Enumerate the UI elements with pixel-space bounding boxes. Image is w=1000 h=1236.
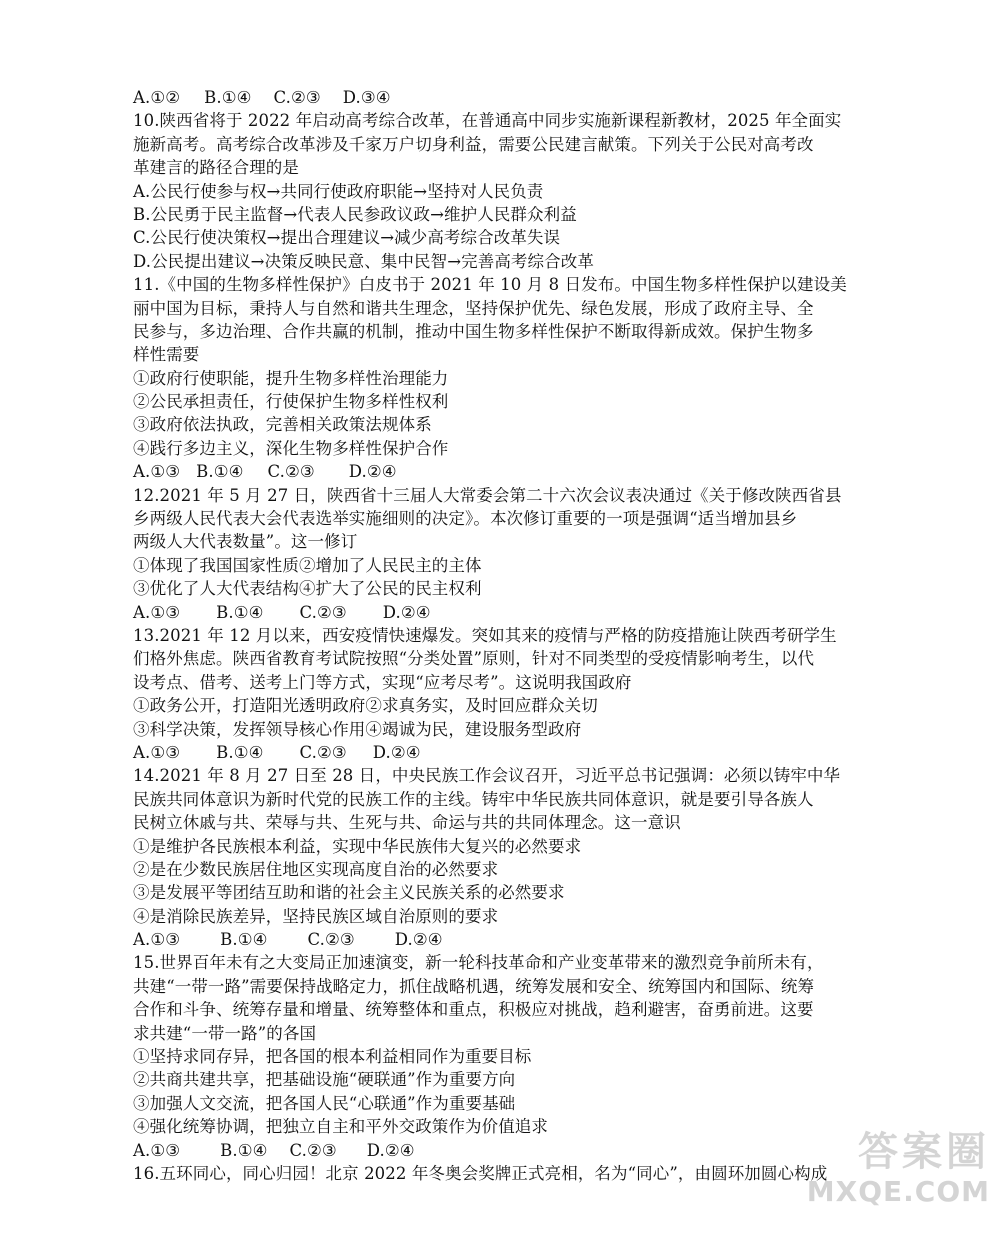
question-stem-line: 民树立休戚与共、荣辱与共、生死与共、命运与共的共同体理念。这一意识: [133, 813, 681, 833]
statement: ②共商共建共享，把基础设施“硬联通”作为重要方向: [133, 1070, 516, 1090]
answer-options: [133, 741, 893, 764]
question-stem-line: 求共建“一带一路”的各国: [133, 1023, 317, 1043]
question-12: [133, 484, 893, 624]
question-stem-line: 12.2021 年 5 月 27 日，陕西省十三届人大常委会第二十六次会议表决通过《关于修改陕西省县: [133, 485, 842, 505]
question-stem-line: 革建言的路径合理的是: [133, 158, 299, 178]
statement: ②公民承担责任，行使保护生物多样性权利: [133, 392, 449, 412]
question-stem-line: 民族共同体意识为新时代党的民族工作的主线。铸牢中华民族共同体意识，就是要引导各族人: [133, 789, 814, 809]
question-stem-line: 16.五环同心，同心归园！北京 2022 年冬奥会奖牌正式亮相，名为“同心”，由圆环加圆心构成: [133, 1163, 828, 1183]
question-13: [133, 624, 893, 764]
choice: B.公民勇于民主监督→代表人民参政议政→维护人民群众利益: [133, 204, 577, 224]
option: A.①②: [133, 88, 181, 107]
question-stem-line: 样性需要: [133, 345, 200, 365]
statement: ②是在少数民族居住地区实现高度自治的必然要求: [133, 859, 499, 879]
statement: ③科学决策，发挥领导核心作用④竭诚为民，建设服务型政府: [133, 719, 582, 739]
choice: C.公民行使决策权→提出合理建议→减少高考综合改革失误: [133, 228, 561, 248]
option: A.①③: [133, 602, 181, 622]
question-stem-line: 设考点、借考、送考上门等方式，实现“应考尽考”。这说明我国政府: [133, 672, 632, 692]
watermark-text: 答案圈: [858, 1129, 990, 1175]
option: C.②③: [299, 742, 347, 762]
question-stem-line: 乡两级人民代表大会代表选举实施细则的决定》。本次修订重要的一项是强调“适当增加县乡: [133, 509, 798, 529]
option: D.②④: [348, 462, 397, 482]
option: C.②③: [289, 1140, 337, 1160]
option: D.③④: [342, 88, 391, 107]
question-10: [133, 109, 893, 273]
option: A.①③: [133, 742, 181, 762]
statement: ①是维护各民族根本利益，实现中华民族伟大复兴的必然要求: [133, 836, 582, 856]
question-14: [133, 764, 893, 951]
statement: ①体现了我国国家性质②增加了人民民主的主体: [133, 555, 482, 575]
statement: ③政府依法执政，完善相关政策法规体系: [133, 415, 432, 435]
question-stem-line: 们格外焦虑。陕西省教育考试院按照“分类处置”原则，针对不同类型的受疫情影响考生，以代: [133, 649, 815, 669]
statement: ③是发展平等团结互助和谐的社会主义民族关系的必然要求: [133, 883, 565, 903]
question-16: [133, 1162, 893, 1185]
answer-options: [133, 928, 893, 951]
answer-options: [133, 601, 893, 624]
question-stem-line: 13.2021 年 12 月以来，西安疫情快速爆发。突如其来的疫情与严格的防疫措施让陕西考研学生: [133, 625, 837, 645]
question-stem-line: 合作和斗争、统筹存量和增量、统筹整体和重点，积极应对挑战，趋利避害，奋勇前进。这要: [133, 1000, 814, 1020]
answer-options: [133, 1139, 893, 1162]
statement: ③优化了人大代表结构④扩大了公民的民主权利: [133, 579, 482, 599]
q9-options: [133, 86, 893, 109]
question-15: [133, 951, 893, 1162]
choice: D.公民提出建议→决策反映民意、集中民智→完善高考综合改革: [133, 251, 594, 271]
question-stem-line: 丽中国为目标，秉持人与自然和谐共生理念，坚持保护优先、绿色发展，形成了政府主导、全: [133, 298, 814, 318]
exam-page: [133, 86, 893, 1185]
statement: ④践行多边主义，深化生物多样性保护合作: [133, 438, 449, 458]
question-stem-line: 民参与，多边治理、合作共赢的机制，推动中国生物多样性保护不断取得新成效。保护生物多: [133, 321, 814, 341]
option: D.②④: [382, 602, 431, 622]
option: A.①③: [133, 462, 181, 482]
option: B.①④: [216, 742, 264, 762]
option: C.②③: [273, 88, 321, 107]
question-stem-line: 10.陕西省将于 2022 年启动高考综合改革，在普通高中同步实施新课程新教材，2025 年全面实: [133, 111, 842, 131]
option: D.②④: [394, 930, 443, 950]
statement: ③加强人文交流，把各国人民“心联通”作为重要基础: [133, 1093, 516, 1113]
statement: ①坚持求同存异，把各国的根本利益相同作为重要目标: [133, 1047, 532, 1067]
statement: ①政府行使职能，提升生物多样性治理能力: [133, 368, 449, 388]
question-stem-line: 11.《中国的生物多样性保护》白皮书于 2021 年 10 月 8 日发布。中国生物多样性保护以建设美: [133, 275, 847, 295]
question-stem-line: 14.2021 年 8 月 27 日至 28 日，中央民族工作会议召开，习近平总书记强调：必须以铸牢中华: [133, 766, 841, 786]
question-stem-line: 15.世界百年未有之大变局正加速演变，新一轮科技革命和产业变革带来的激烈竞争前所未有，: [133, 953, 824, 973]
statement: ④是消除民族差异，坚持民族区域自治原则的要求: [133, 906, 499, 926]
option: B.①④: [196, 462, 244, 482]
option: B.①④: [216, 602, 264, 622]
question-stem-line: 共建“一带一路”需要保持战略定力，抓住战略机遇，统筹发展和安全、统筹国内和国际、统筹: [133, 976, 815, 996]
answer-options: [133, 460, 893, 483]
option: A.①③: [133, 1140, 181, 1160]
question-11: [133, 273, 893, 484]
option: A.①③: [133, 930, 181, 950]
question-stem-line: 施新高考。高考综合改革涉及千家万户切身利益，需要公民建言献策。下列关于公民对高考改: [133, 134, 814, 154]
option: C.②③: [267, 462, 315, 482]
statement: ④强化统筹协调，把独立自主和平外交政策作为价值追求: [133, 1117, 548, 1137]
option: B.①④: [220, 1140, 268, 1160]
option: C.②③: [307, 930, 355, 950]
statement: ①政务公开，打造阳光透明政府②求真务实，及时回应群众关切: [133, 696, 598, 716]
watermark-url: MXQE.COM: [806, 1175, 990, 1208]
option: C.②③: [299, 602, 347, 622]
option: B.①④: [204, 88, 252, 107]
option: B.①④: [220, 930, 268, 950]
option: D.②④: [372, 742, 421, 762]
watermark-logo: [800, 1129, 990, 1224]
question-stem-line: 两级人大代表数量”。这一修订: [133, 532, 358, 552]
choice: A.公民行使参与权→共同行使政府职能→坚持对人民负责: [133, 181, 544, 201]
option: D.②④: [366, 1140, 415, 1160]
